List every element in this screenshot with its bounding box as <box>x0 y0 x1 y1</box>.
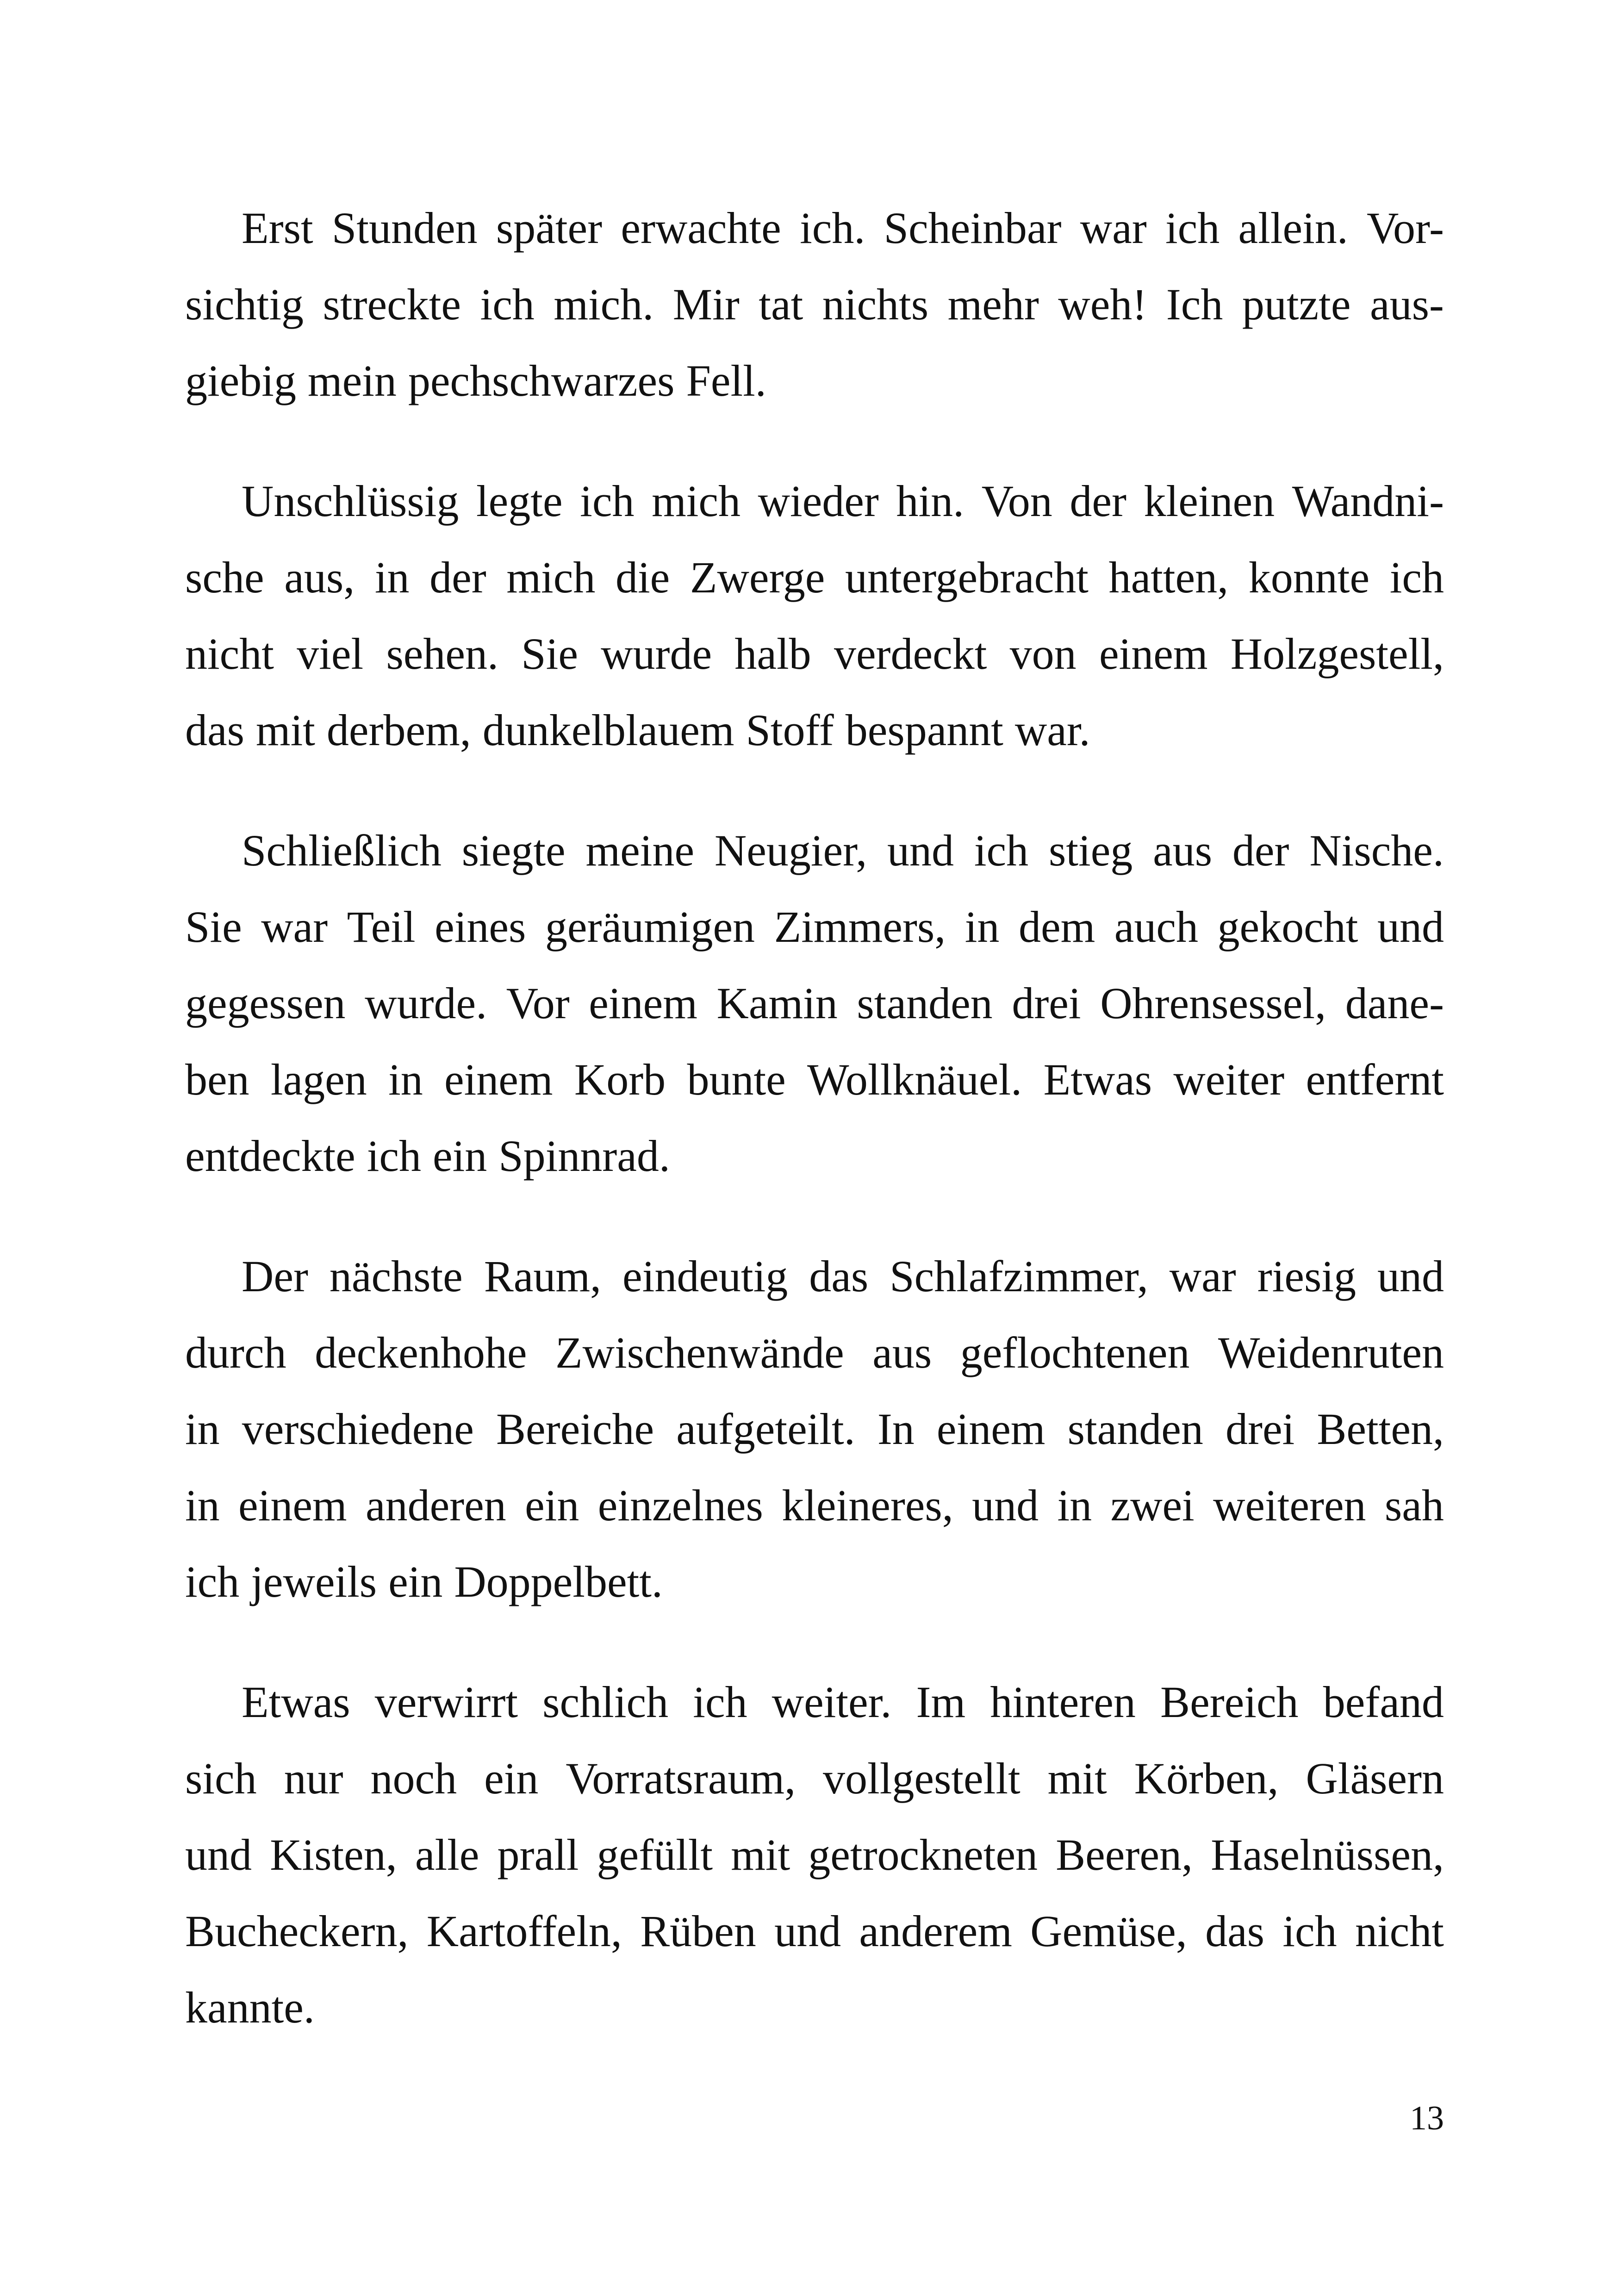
word: ich <box>1282 1906 1337 1956</box>
word: Erst <box>242 203 313 253</box>
word: Nische. <box>1309 826 1444 875</box>
word: ein <box>432 1131 487 1181</box>
word: Gemüse, <box>1030 1906 1187 1956</box>
word: durch <box>185 1328 286 1377</box>
word: schlich <box>542 1677 669 1727</box>
word: Im <box>916 1677 966 1727</box>
word: vollgestellt <box>823 1754 1021 1803</box>
text-line <box>185 190 1444 266</box>
word: ein <box>484 1754 539 1803</box>
word: einem <box>936 1404 1045 1454</box>
word: erwachte <box>621 203 781 253</box>
word: Wollknäuel. <box>807 1055 1022 1104</box>
paragraph <box>185 812 1444 1194</box>
text-line <box>185 1118 1444 1194</box>
word: verdeckt <box>834 629 987 678</box>
word: verschiedene <box>242 1404 474 1454</box>
word: einzelnes <box>597 1481 763 1530</box>
word: einem <box>1099 629 1208 678</box>
word: aus <box>1153 826 1213 875</box>
word: jeweils <box>251 1557 377 1606</box>
word: Betten, <box>1317 1404 1444 1454</box>
word: streckte <box>323 280 461 329</box>
word: sah <box>1384 1481 1444 1530</box>
word: entfernt <box>1306 1055 1444 1104</box>
word: mit <box>1047 1754 1107 1803</box>
paragraph-gap <box>185 1194 1444 1238</box>
word: weh! <box>1058 280 1147 329</box>
word: eines <box>435 902 526 952</box>
word: war <box>261 902 328 952</box>
word: Haselnüssen, <box>1211 1830 1444 1879</box>
word: Etwas <box>1043 1055 1152 1104</box>
word: und <box>774 1906 841 1956</box>
word: gegessen <box>185 978 346 1028</box>
text-line <box>185 965 1444 1041</box>
paragraph <box>185 190 1444 419</box>
word: Etwas <box>242 1677 350 1727</box>
word: Unschlüssig <box>242 476 459 526</box>
word: befand <box>1323 1677 1444 1727</box>
word: Ich <box>1166 280 1223 329</box>
word: wurde. <box>365 978 487 1028</box>
word: einem <box>238 1481 347 1530</box>
word: ich <box>693 1677 747 1727</box>
word: und <box>1377 902 1444 952</box>
word: Kartoffeln, <box>426 1906 622 1956</box>
word: ich <box>480 280 535 329</box>
word: legte <box>476 476 563 526</box>
word: lagen <box>270 1055 367 1104</box>
word: hin. <box>896 476 965 526</box>
word: entdeckte <box>185 1131 355 1181</box>
text-line <box>185 1664 1444 1740</box>
word: mich <box>652 476 741 526</box>
word: aus <box>872 1328 932 1377</box>
word: Doppelbett. <box>454 1557 663 1606</box>
word: standen <box>1067 1404 1203 1454</box>
word: sichtig <box>185 280 304 329</box>
word: aus- <box>1369 280 1444 329</box>
word: nicht <box>1355 1906 1444 1956</box>
word: in <box>388 1055 423 1104</box>
word: hinteren <box>990 1677 1136 1727</box>
text-line <box>185 692 1444 768</box>
word: giebig <box>185 356 296 405</box>
word: noch <box>370 1754 457 1803</box>
word: sche <box>185 553 264 602</box>
word: mit <box>731 1830 790 1879</box>
word: mehr <box>947 280 1039 329</box>
word: ich <box>580 476 635 526</box>
word: bunte <box>687 1055 786 1104</box>
word: stieg <box>1048 826 1133 875</box>
word: viel <box>297 629 364 678</box>
word: von <box>1009 629 1077 678</box>
paragraph <box>185 1664 1444 2046</box>
word: tat <box>759 280 803 329</box>
word: gekocht <box>1217 902 1358 952</box>
word: und <box>887 826 954 875</box>
paragraph-gap <box>185 768 1444 812</box>
word: putzte <box>1242 280 1351 329</box>
text-line <box>185 266 1444 342</box>
word: ein <box>388 1557 443 1606</box>
word: Der <box>242 1251 308 1301</box>
word: prall <box>497 1830 579 1879</box>
word: der <box>1232 826 1289 875</box>
word: aus, <box>284 553 355 602</box>
word: kannte. <box>185 1983 315 2032</box>
word: allein. <box>1238 203 1348 253</box>
word: Weidenruten <box>1218 1328 1444 1377</box>
word: Vor- <box>1367 203 1444 253</box>
word: kleinen <box>1144 476 1275 526</box>
text-line <box>185 812 1444 889</box>
word: war <box>1080 203 1147 253</box>
word: ein <box>525 1481 579 1530</box>
word: nichts <box>822 280 929 329</box>
word: in <box>965 902 1000 952</box>
word: Neugier, <box>714 826 867 875</box>
word: anderen <box>365 1481 506 1530</box>
word: ich <box>1165 203 1220 253</box>
word: untergebracht <box>845 553 1089 602</box>
word: Vor <box>506 978 570 1028</box>
word: eindeutig <box>622 1251 788 1301</box>
word: hatten, <box>1108 553 1229 602</box>
word: nur <box>284 1754 343 1803</box>
word: geflochtenen <box>960 1328 1190 1377</box>
word: mich. <box>554 280 654 329</box>
word: einem <box>589 978 697 1028</box>
word: in <box>1057 1481 1092 1530</box>
word: Mir <box>672 280 740 329</box>
word: Ohrensessel, <box>1100 978 1326 1028</box>
paragraph-gap <box>185 1620 1444 1664</box>
word: weiter <box>1173 1055 1285 1104</box>
word: verwirrt <box>374 1677 518 1727</box>
word: Bereich <box>1160 1677 1299 1727</box>
page-number: 13 <box>1410 2099 1444 2137</box>
word: anderem <box>859 1906 1012 1956</box>
text-line <box>185 616 1444 692</box>
word: aufgeteilt. <box>676 1404 855 1454</box>
paragraph <box>185 1238 1444 1620</box>
text-line <box>185 1969 1444 2046</box>
text-line <box>185 1314 1444 1391</box>
word: drei <box>1012 978 1081 1028</box>
word: einem <box>444 1055 553 1104</box>
word: weiter. <box>772 1677 892 1727</box>
word: Körben, <box>1134 1754 1279 1803</box>
text-line <box>185 1543 1444 1620</box>
word: konnte <box>1248 553 1370 602</box>
word: nächste <box>329 1251 463 1301</box>
body-text <box>185 190 1444 2046</box>
word: standen <box>857 978 993 1028</box>
word: Von <box>981 476 1052 526</box>
word: in <box>374 553 410 602</box>
word: getrockneten <box>808 1830 1038 1879</box>
word: nicht <box>185 629 274 678</box>
text-line <box>185 463 1444 539</box>
word: ich. <box>800 203 865 253</box>
word: dunkelblauem <box>482 705 734 755</box>
word: In <box>877 1404 915 1454</box>
word: in <box>185 1404 220 1454</box>
word: dem <box>1018 902 1095 952</box>
word: Teil <box>347 902 416 952</box>
text-line <box>185 1467 1444 1543</box>
word: Stunden <box>331 203 478 253</box>
word: wurde <box>601 629 712 678</box>
word: auch <box>1114 902 1198 952</box>
text-line <box>185 889 1444 965</box>
paragraph <box>185 463 1444 768</box>
text-line <box>185 1041 1444 1118</box>
word: Kamin <box>716 978 838 1028</box>
word: und <box>972 1481 1039 1530</box>
word: ich <box>367 1131 422 1181</box>
word: meine <box>585 826 695 875</box>
text-line <box>185 1740 1444 1817</box>
word: geräumigen <box>545 902 755 952</box>
text-line <box>185 1893 1444 1969</box>
text-line <box>185 1391 1444 1467</box>
word: pechschwarzes <box>408 356 675 405</box>
word: und <box>185 1830 252 1879</box>
word: ich <box>185 1557 240 1606</box>
word: Stoff <box>746 705 834 755</box>
word: und <box>1377 1251 1444 1301</box>
word: Vorratsraum, <box>566 1754 796 1803</box>
text-line <box>185 1238 1444 1314</box>
word: der <box>1070 476 1126 526</box>
word: sehen. <box>386 629 499 678</box>
word: derbem, <box>326 705 471 755</box>
word: gefüllt <box>597 1830 713 1879</box>
word: wieder <box>758 476 879 526</box>
word: Kisten, <box>270 1830 397 1879</box>
word: Sie <box>521 629 578 678</box>
word: der <box>429 553 486 602</box>
word: Gläsern <box>1306 1754 1444 1803</box>
text-line <box>185 539 1444 616</box>
word: Rüben <box>640 1906 756 1956</box>
word: dane- <box>1345 978 1444 1028</box>
word: die <box>615 553 670 602</box>
word: Holzgestell, <box>1230 629 1444 678</box>
word: riesig <box>1257 1251 1356 1301</box>
word: weiteren <box>1213 1481 1366 1530</box>
word: das <box>1205 1906 1265 1956</box>
word: bespannt <box>845 705 1003 755</box>
word: Zwischenwände <box>555 1328 844 1377</box>
word: ich <box>974 826 1029 875</box>
word: ben <box>185 1055 249 1104</box>
word: mein <box>307 356 397 405</box>
word: Scheinbar <box>884 203 1062 253</box>
word: Wandni- <box>1292 476 1444 526</box>
word: war <box>1169 1251 1236 1301</box>
paragraph-gap <box>185 419 1444 463</box>
word: Bereiche <box>496 1404 654 1454</box>
text-line <box>185 1817 1444 1893</box>
word: Schließlich <box>242 826 442 875</box>
word: Beeren, <box>1056 1830 1193 1879</box>
text-line <box>185 342 1444 419</box>
word: Fell. <box>686 356 766 405</box>
word: mit <box>255 705 315 755</box>
word: das <box>809 1251 869 1301</box>
word: Schlafzimmer, <box>890 1251 1148 1301</box>
word: in <box>185 1481 220 1530</box>
word: alle <box>415 1830 479 1879</box>
word: Bucheckern, <box>185 1906 409 1956</box>
word: kleineres, <box>782 1481 953 1530</box>
word: drei <box>1225 1404 1295 1454</box>
word: das <box>185 705 244 755</box>
word: Spinnrad. <box>498 1131 670 1181</box>
word: Sie <box>185 902 242 952</box>
word: siegte <box>461 826 566 875</box>
word: Zwerge <box>690 553 825 602</box>
word: deckenhohe <box>315 1328 527 1377</box>
word: später <box>496 203 603 253</box>
word: Zimmers, <box>774 902 946 952</box>
word: zwei <box>1110 1481 1195 1530</box>
word: halb <box>734 629 811 678</box>
word: sich <box>185 1754 257 1803</box>
word: war. <box>1014 705 1090 755</box>
word: Korb <box>574 1055 666 1104</box>
word: ich <box>1389 553 1444 602</box>
word: Raum, <box>484 1251 602 1301</box>
word: mich <box>506 553 596 602</box>
